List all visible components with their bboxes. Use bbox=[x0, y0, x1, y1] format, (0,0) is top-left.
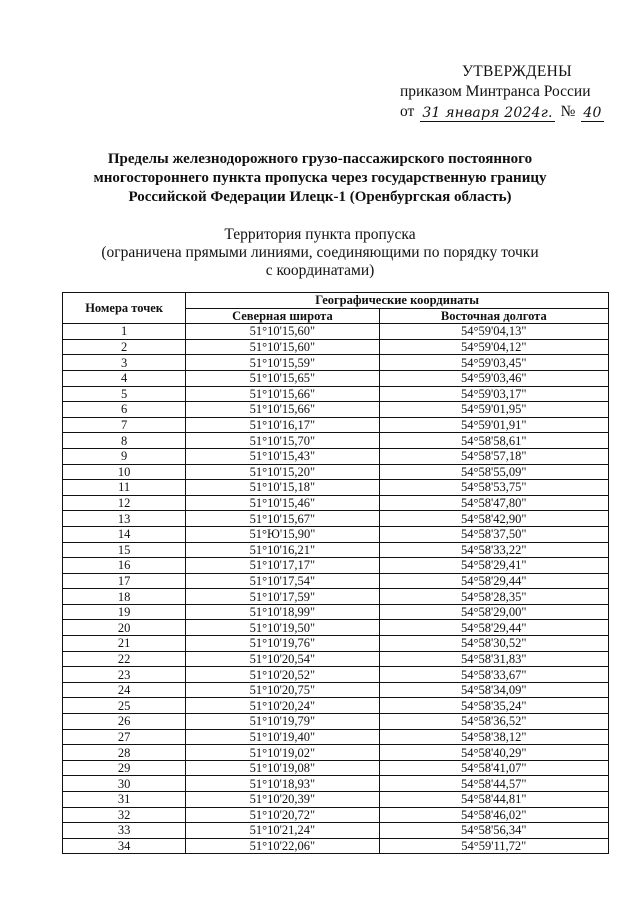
point-number-cell: 23 bbox=[63, 667, 186, 683]
latitude-cell: 51°10'19,40" bbox=[186, 729, 379, 745]
latitude-cell: 51°10'19,02" bbox=[186, 745, 379, 761]
longitude-cell: 54°58'29,41" bbox=[379, 558, 608, 574]
longitude-cell: 54°58'44,57" bbox=[379, 776, 608, 792]
title-line: Российской Федерации Илецк-1 (Оренбургская область) bbox=[128, 189, 512, 205]
longitude-cell: 54°58'33,22" bbox=[379, 542, 608, 558]
approval-date-line bbox=[400, 102, 618, 122]
table-row bbox=[63, 823, 609, 839]
longitude-cell: 54°58'34,09" bbox=[379, 682, 608, 698]
title-line: Пределы железнодорожного грузо-пассажирского постоянного bbox=[107, 151, 533, 167]
latitude-cell: 51°10'15,70" bbox=[186, 433, 379, 449]
longitude-cell: 54°58'30,52" bbox=[379, 636, 608, 652]
longitude-cell: 54°58'33,67" bbox=[379, 667, 608, 683]
table-row bbox=[63, 745, 609, 761]
table-row bbox=[63, 324, 609, 340]
longitude-cell: 54°58'35,24" bbox=[379, 698, 608, 714]
point-number-cell: 31 bbox=[63, 792, 186, 808]
table-row bbox=[63, 589, 609, 605]
table-row bbox=[63, 604, 609, 620]
document-title bbox=[90, 150, 550, 207]
latitude-cell: 51°10'17,17" bbox=[186, 558, 379, 574]
table-row bbox=[63, 760, 609, 776]
point-number-cell: 27 bbox=[63, 729, 186, 745]
latitude-cell: 51°10'17,59" bbox=[186, 589, 379, 605]
point-number-cell: 14 bbox=[63, 526, 186, 542]
longitude-cell: 54°58'42,90" bbox=[379, 511, 608, 527]
longitude-cell: 54°59'03,17" bbox=[379, 386, 608, 402]
subtitle-line: Территория пункта пропуска bbox=[224, 226, 416, 243]
longitude-cell: 54°58'57,18" bbox=[379, 448, 608, 464]
table-row bbox=[63, 620, 609, 636]
latitude-cell: 51°10'20,75" bbox=[186, 682, 379, 698]
approval-order: приказом Минтранса России bbox=[400, 83, 591, 100]
point-number-cell: 15 bbox=[63, 542, 186, 558]
document-subtitle bbox=[90, 226, 550, 280]
longitude-cell: 54°59'01,95" bbox=[379, 402, 608, 418]
point-number-cell: 2 bbox=[63, 339, 186, 355]
point-number-cell: 3 bbox=[63, 355, 186, 371]
table-row bbox=[63, 558, 609, 574]
table-row bbox=[63, 464, 609, 480]
latitude-cell: 51°10'15,46" bbox=[186, 495, 379, 511]
table-row bbox=[63, 402, 609, 418]
point-number-cell: 20 bbox=[63, 620, 186, 636]
point-number-cell: 19 bbox=[63, 604, 186, 620]
longitude-cell: 54°58'46,02" bbox=[379, 807, 608, 823]
table-row bbox=[63, 417, 609, 433]
point-number-cell: 12 bbox=[63, 495, 186, 511]
coordinates-table bbox=[62, 292, 609, 854]
longitude-cell: 54°59'04,12" bbox=[379, 339, 608, 355]
latitude-cell: 51°10'15,60" bbox=[186, 339, 379, 355]
table-body bbox=[63, 324, 609, 854]
point-number-cell: 7 bbox=[63, 417, 186, 433]
point-number-cell: 11 bbox=[63, 480, 186, 496]
table-row bbox=[63, 698, 609, 714]
header-lat: Северная широта bbox=[186, 308, 379, 324]
longitude-cell: 54°59'03,45" bbox=[379, 355, 608, 371]
longitude-cell: 54°59'03,46" bbox=[379, 370, 608, 386]
latitude-cell: 51°10'19,50" bbox=[186, 620, 379, 636]
point-number-cell: 1 bbox=[63, 324, 186, 340]
point-number-cell: 16 bbox=[63, 558, 186, 574]
subtitle-line: (ограничена прямыми линиями, соединяющими по порядку точки bbox=[101, 244, 539, 261]
point-number-cell: 28 bbox=[63, 745, 186, 761]
longitude-cell: 54°59'01,91" bbox=[379, 417, 608, 433]
approval-block bbox=[400, 62, 618, 122]
table-row bbox=[63, 370, 609, 386]
point-number-cell: 30 bbox=[63, 776, 186, 792]
latitude-cell: 51°10'15,66" bbox=[186, 386, 379, 402]
table-row bbox=[63, 542, 609, 558]
table-row bbox=[63, 636, 609, 652]
latitude-cell: 51°10'19,79" bbox=[186, 714, 379, 730]
latitude-cell: 51°10'16,17" bbox=[186, 417, 379, 433]
number-label: № bbox=[560, 103, 576, 120]
table-row bbox=[63, 776, 609, 792]
longitude-cell: 54°58'36,52" bbox=[379, 714, 608, 730]
latitude-cell: 51°10'20,72" bbox=[186, 807, 379, 823]
point-number-cell: 17 bbox=[63, 573, 186, 589]
approval-date: 31 января 2024г. bbox=[422, 105, 553, 121]
table-row bbox=[63, 729, 609, 745]
point-number-cell: 21 bbox=[63, 636, 186, 652]
longitude-cell: 54°58'28,35" bbox=[379, 589, 608, 605]
latitude-cell: 51°10'15,43" bbox=[186, 448, 379, 464]
latitude-cell: 51°10'22,06" bbox=[186, 838, 379, 854]
table-row bbox=[63, 433, 609, 449]
latitude-cell: 51°10'15,67" bbox=[186, 511, 379, 527]
table-row bbox=[63, 495, 609, 511]
point-number-cell: 18 bbox=[63, 589, 186, 605]
longitude-cell: 54°59'04,13" bbox=[379, 324, 608, 340]
latitude-cell: 51°10'19,08" bbox=[186, 760, 379, 776]
longitude-cell: 54°58'53,75" bbox=[379, 480, 608, 496]
longitude-cell: 54°58'44,81" bbox=[379, 792, 608, 808]
latitude-cell: 51°10'16,21" bbox=[186, 542, 379, 558]
table-row bbox=[63, 355, 609, 371]
point-number-cell: 34 bbox=[63, 838, 186, 854]
point-number-cell: 32 bbox=[63, 807, 186, 823]
latitude-cell: 51°10'19,76" bbox=[186, 636, 379, 652]
table-row bbox=[63, 511, 609, 527]
latitude-cell: 51°10'15,59" bbox=[186, 355, 379, 371]
table-row bbox=[63, 448, 609, 464]
latitude-cell: 51°10'18,93" bbox=[186, 776, 379, 792]
subtitle-line: с координатами) bbox=[265, 262, 375, 279]
point-number-cell: 9 bbox=[63, 448, 186, 464]
longitude-cell: 54°58'38,12" bbox=[379, 729, 608, 745]
point-number-cell: 33 bbox=[63, 823, 186, 839]
longitude-cell: 54°58'56,34" bbox=[379, 823, 608, 839]
longitude-cell: 54°58'31,83" bbox=[379, 651, 608, 667]
table-row bbox=[63, 573, 609, 589]
latitude-cell: 51°10'15,20" bbox=[186, 464, 379, 480]
table-row bbox=[63, 714, 609, 730]
point-number-cell: 24 bbox=[63, 682, 186, 698]
longitude-cell: 54°59'11,72" bbox=[379, 838, 608, 854]
latitude-cell: 51°10'18,99" bbox=[186, 604, 379, 620]
longitude-cell: 54°58'40,29" bbox=[379, 745, 608, 761]
latitude-cell: 51°10'15,60" bbox=[186, 324, 379, 340]
table-row bbox=[63, 682, 609, 698]
point-number-cell: 26 bbox=[63, 714, 186, 730]
longitude-cell: 54°58'29,00" bbox=[379, 604, 608, 620]
latitude-cell: 51°10'17,54" bbox=[186, 573, 379, 589]
point-number-cell: 4 bbox=[63, 370, 186, 386]
latitude-cell: 51°10'15,65" bbox=[186, 370, 379, 386]
point-number-cell: 25 bbox=[63, 698, 186, 714]
table-row bbox=[63, 792, 609, 808]
header-points: Номера точек bbox=[63, 293, 186, 324]
latitude-cell: 51°10'21,24" bbox=[186, 823, 379, 839]
latitude-cell: 51°10'20,52" bbox=[186, 667, 379, 683]
title-line: многостороннего пункта пропуска через государственную границу bbox=[93, 170, 547, 186]
table-row bbox=[63, 480, 609, 496]
table-row bbox=[63, 667, 609, 683]
point-number-cell: 8 bbox=[63, 433, 186, 449]
table-row bbox=[63, 807, 609, 823]
from-label: от bbox=[400, 103, 415, 120]
table-row bbox=[63, 838, 609, 854]
latitude-cell: 51°10'20,54" bbox=[186, 651, 379, 667]
latitude-cell: 51°10'15,18" bbox=[186, 480, 379, 496]
approval-number: 40 bbox=[583, 105, 602, 121]
longitude-cell: 54°58'55,09" bbox=[379, 464, 608, 480]
point-number-cell: 6 bbox=[63, 402, 186, 418]
latitude-cell: 51°10'20,24" bbox=[186, 698, 379, 714]
latitude-cell: 51°10'15,66" bbox=[186, 402, 379, 418]
table-row bbox=[63, 339, 609, 355]
table-row bbox=[63, 651, 609, 667]
point-number-cell: 29 bbox=[63, 760, 186, 776]
longitude-cell: 54°58'37,50" bbox=[379, 526, 608, 542]
point-number-cell: 13 bbox=[63, 511, 186, 527]
longitude-cell: 54°58'41,07" bbox=[379, 760, 608, 776]
approval-title: УТВЕРЖДЕНЫ bbox=[462, 63, 572, 80]
longitude-cell: 54°58'29,44" bbox=[379, 620, 608, 636]
longitude-cell: 54°58'29,44" bbox=[379, 573, 608, 589]
point-number-cell: 10 bbox=[63, 464, 186, 480]
longitude-cell: 54°58'58,61" bbox=[379, 433, 608, 449]
table-row bbox=[63, 526, 609, 542]
table-row bbox=[63, 386, 609, 402]
header-geo: Географические координаты bbox=[186, 293, 609, 309]
point-number-cell: 22 bbox=[63, 651, 186, 667]
point-number-cell: 5 bbox=[63, 386, 186, 402]
header-lon: Восточная долгота bbox=[379, 308, 608, 324]
latitude-cell: 51°Ю'15,90" bbox=[186, 526, 379, 542]
latitude-cell: 51°10'20,39" bbox=[186, 792, 379, 808]
longitude-cell: 54°58'47,80" bbox=[379, 495, 608, 511]
